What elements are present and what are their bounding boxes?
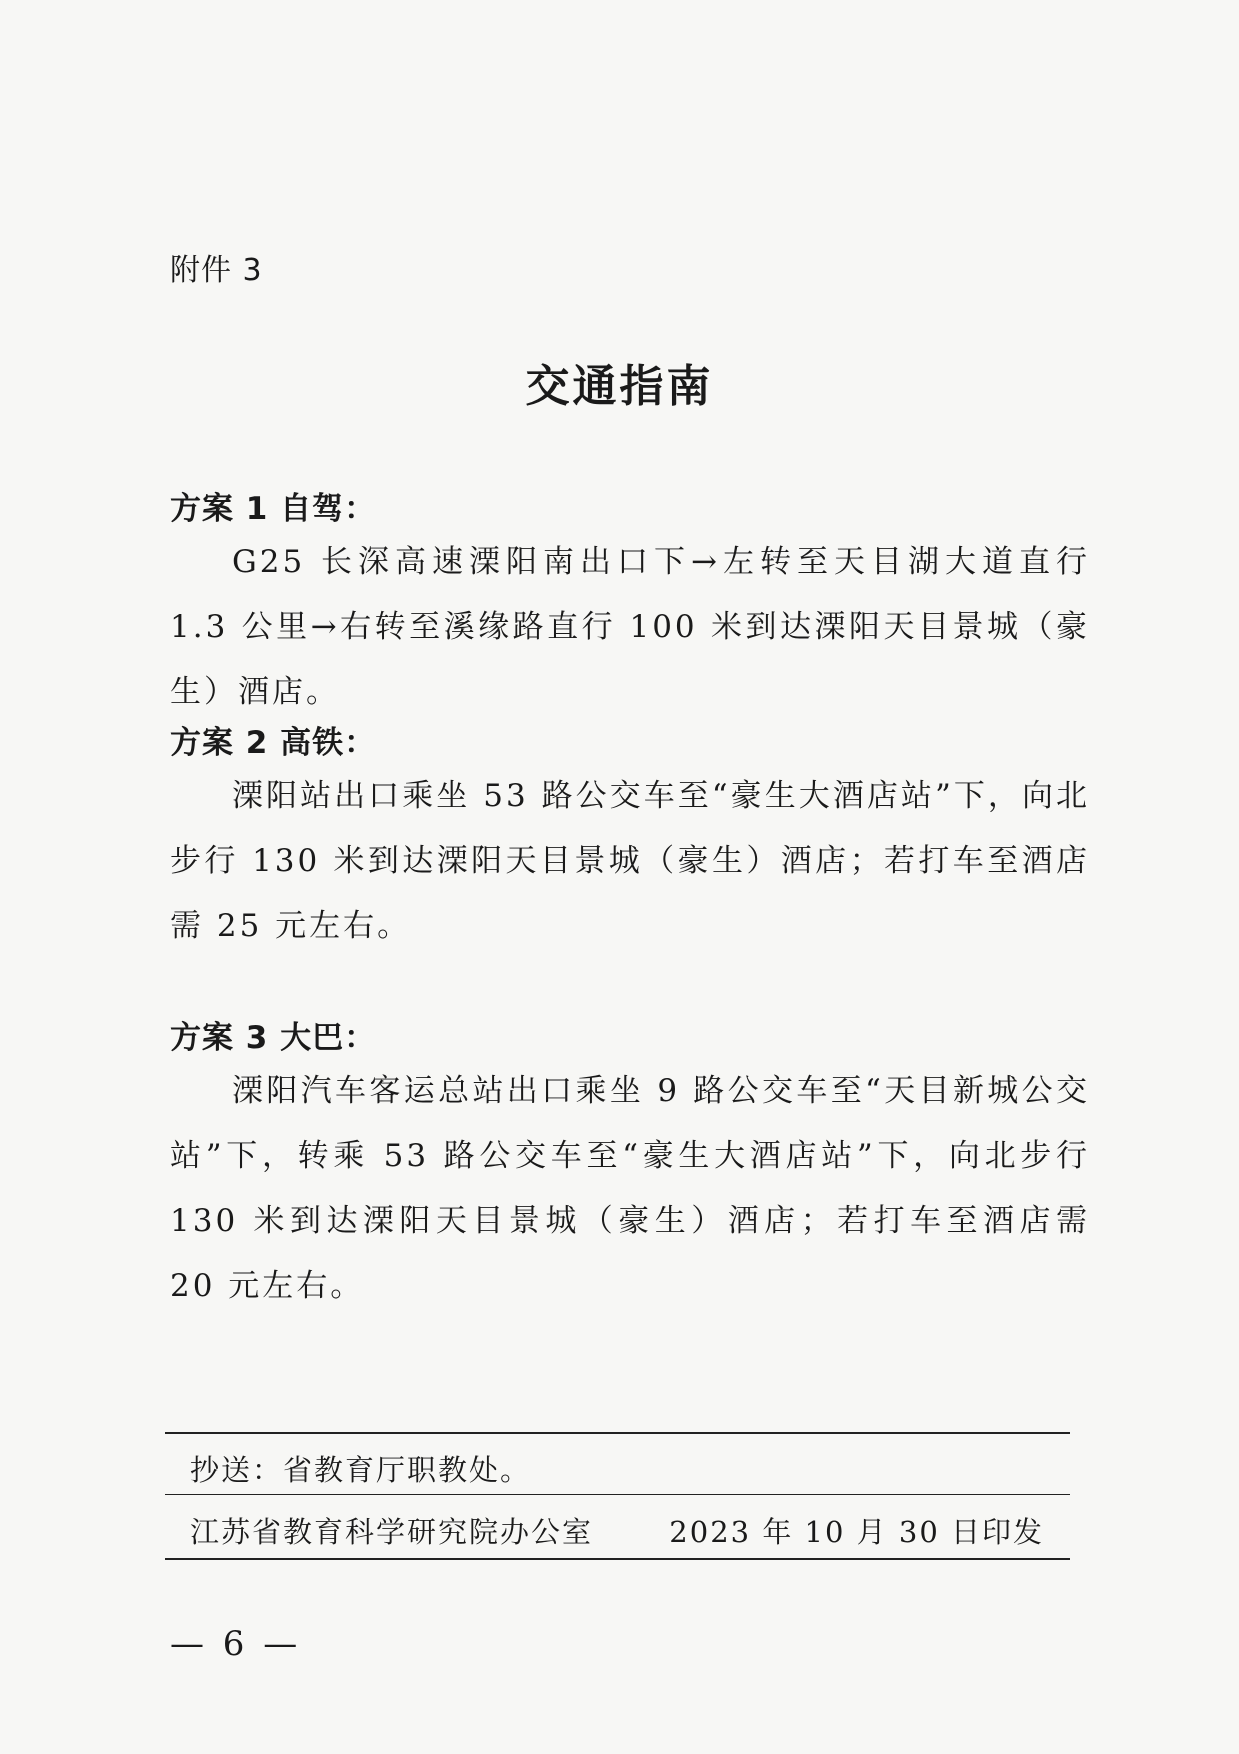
attachment-label: 附件 3 xyxy=(170,253,263,288)
document-title: 交通指南 xyxy=(525,361,714,412)
plan-2-heading: 方案 2 高铁： xyxy=(170,725,377,761)
footer-bottom-rule xyxy=(165,1558,1070,1560)
page-number: — 6 — xyxy=(170,1624,302,1664)
plan-3-heading: 方案 3 大巴： xyxy=(170,1020,377,1056)
plan-3-body: 溧阳汽车客运总站出口乘坐 9 路公交车至“天目新城公交站”下，转乘 53 路公交车至“豪生大酒店站”下，向北步行 130 米到达溧阳天目景城（豪生）酒店；若打车至酒店需 20 元左右。 xyxy=(170,1073,1090,1304)
issue-date: 2023 年 10 月 30 日印发 xyxy=(669,1515,1044,1549)
footer-middle-rule xyxy=(165,1494,1070,1495)
cc-line: 抄送：省教育厅职教处。 xyxy=(190,1453,532,1487)
plan-2-body: 溧阳站出口乘坐 53 路公交车至“豪生大酒店站”下，向北步行 130 米到达溧阳天目景城（豪生）酒店；若打车至酒店需 25 元左右。 xyxy=(170,778,1090,944)
plan-1-heading: 方案 1 自驾： xyxy=(170,491,377,527)
issuer-name: 江苏省教育科学研究院办公室 xyxy=(190,1515,594,1549)
footer-top-rule xyxy=(165,1432,1070,1434)
plan-1-body: G25 长深高速溧阳南出口下→左转至天目湖大道直行 1.3 公里→右转至溪缘路直行 100 米到达溧阳天目景城（豪生）酒店。 xyxy=(170,544,1090,710)
